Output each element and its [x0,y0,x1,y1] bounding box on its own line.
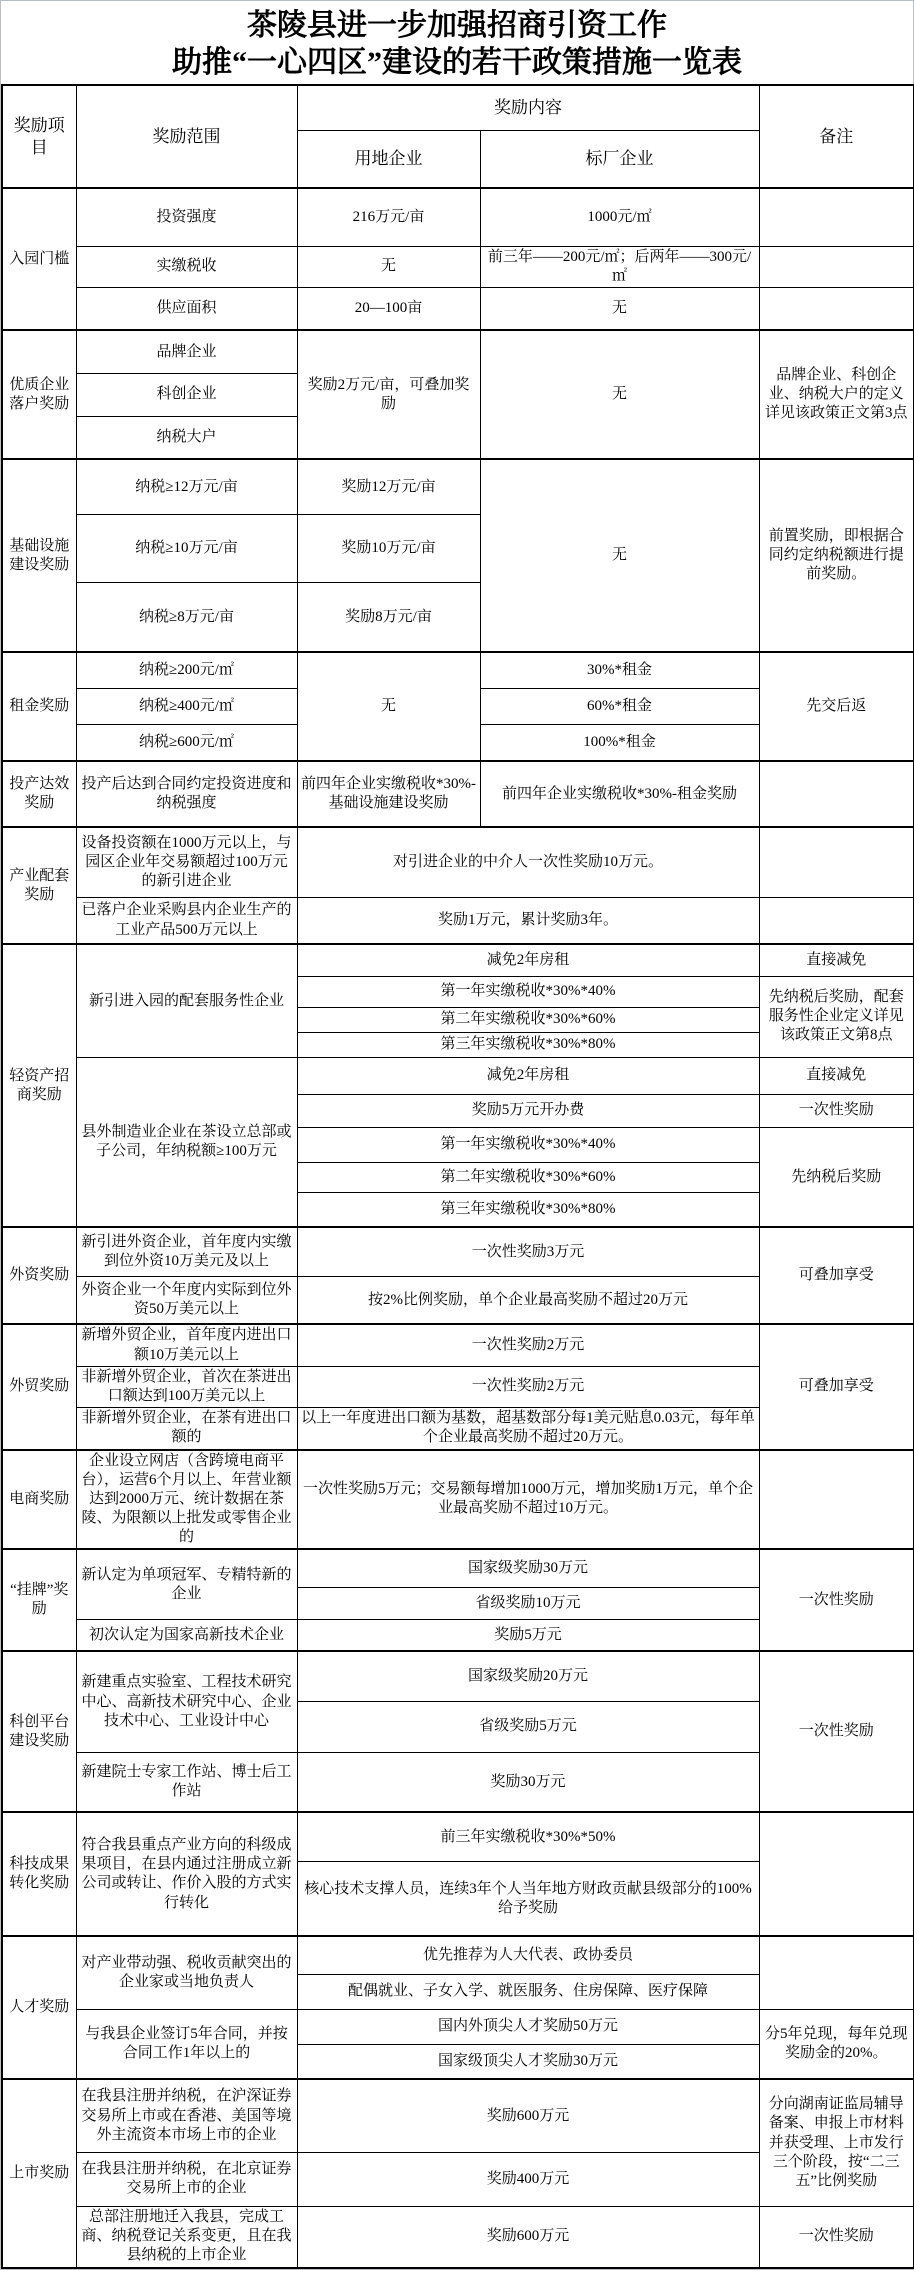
header-land: 用地企业 [297,130,480,188]
cell-scope: 在我县注册并纳税，在北京证券交易所上市的企业 [76,2152,297,2206]
cell-content: 前三年实缴税收*30%*50% [297,1812,759,1861]
cell-project: 租金奖励 [2,652,76,761]
cell-remark [759,188,914,246]
cell-content: 奖励600万元 [297,2079,759,2152]
cell-scope: 县外制造业企业在茶设立总部或子公司，年纳税额≥100万元 [76,1057,297,1227]
cell-scope: 纳税大户 [76,416,297,459]
table-row [2,2206,914,2267]
cell-scope: 符合我县重点产业方向的科级成果项目，在县内通过注册成立新公司或转让、作价入股的方式实行转化 [76,1812,297,1936]
cell-content: 国家级奖励30万元 [297,1549,759,1587]
cell-content: 一次性奖励3万元 [297,1227,759,1276]
cell-project: 产业配套奖励 [2,827,76,944]
title-line-1: 茶陵县进一步加强招商引资工作 [247,9,667,42]
cell-scope: 初次认定为国家高新技术企业 [76,1619,297,1651]
cell-scope: 科创企业 [76,373,297,416]
table-row [2,1324,914,1366]
cell-remark: 一次性奖励 [759,1094,914,1127]
table-row [2,188,914,246]
cell-project: 人才奖励 [2,1936,76,2079]
cell-content: 一次性奖励2万元 [297,1324,759,1366]
table-header-row [2,85,914,130]
cell-project: 投产达效奖励 [2,761,76,827]
cell-factory: 30%*租金 [480,652,759,688]
cell-scope: 已落户企业采购县内企业生产的工业产品500万元以上 [76,897,297,944]
table-row [2,1936,914,1974]
cell-remark [759,1812,914,1936]
cell-land: 奖励2万元/亩，可叠加奖励 [297,330,480,459]
cell-scope: 纳税≥10万元/亩 [76,514,297,582]
cell-content: 对引进企业的中介人一次性奖励10万元。 [297,827,759,897]
cell-factory: 无 [480,287,759,330]
cell-remark: 分向湖南证监局辅导备案、申报上市材料并获受理、上市发行三个阶段，按“二三五”比例奖励 [759,2079,914,2206]
cell-content: 国内外顶尖人才奖励50万元 [297,2009,759,2044]
cell-remark [759,827,914,897]
cell-content: 奖励5万元开办费 [297,1094,759,1127]
cell-scope: 外资企业一个年度内实际到位外资50万美元以上 [76,1276,297,1324]
cell-land: 奖励8万元/亩 [297,582,480,652]
header-project: 奖励项目 [2,85,76,188]
table-row [2,1812,914,1861]
cell-content: 一次性奖励2万元 [297,1366,759,1407]
cell-content: 奖励600万元 [297,2206,759,2267]
page-title [1,1,913,84]
cell-project: “挂牌”奖励 [2,1549,76,1651]
cell-scope: 新认定为单项冠军、专精特新的企业 [76,1549,297,1619]
cell-project: 上市奖励 [2,2079,76,2267]
cell-project: 外贸奖励 [2,1324,76,1449]
cell-content: 国家级顶尖人才奖励30万元 [297,2044,759,2079]
cell-land: 20—100亩 [297,287,480,330]
cell-project: 电商奖励 [2,1450,76,1550]
cell-content: 第三年实缴税收*30%*80% [297,1032,759,1057]
cell-factory: 1000元/㎡ [480,188,759,246]
cell-project: 入园门槛 [2,188,76,330]
cell-content: 减免2年房租 [297,1057,759,1094]
cell-content: 奖励400万元 [297,2152,759,2206]
table-row [2,287,914,330]
cell-land: 前四年企业实缴税收*30%-基础设施建设奖励 [297,761,480,827]
cell-content: 优先推荐为人大代表、政协委员 [297,1936,759,1974]
cell-scope: 新引进入园的配套服务性企业 [76,944,297,1057]
cell-remark: 品牌企业、科创企业、纳税大户的定义详见该政策正文第3点 [759,330,914,459]
cell-content: 第二年实缴税收*30%*60% [297,1007,759,1032]
cell-remark: 先纳税后奖励，配套服务性企业定义详见该政策正文第8点 [759,976,914,1057]
cell-content: 奖励5万元 [297,1619,759,1651]
cell-scope: 在我县注册并纳税，在沪深证券交易所上市或在香港、美国等境外主流资本市场上市的企业 [76,2079,297,2152]
cell-content: 第一年实缴税收*30%*40% [297,1127,759,1162]
table-row [2,944,914,976]
cell-scope: 新建重点实验室、工程技术研究中心、高新技术研究中心、企业技术中心、工业设计中心 [76,1651,297,1752]
table-row [2,2009,914,2044]
cell-scope: 新建院士专家工作站、博士后工作站 [76,1752,297,1812]
policy-table [1,84,914,2269]
cell-content: 奖励1万元，累计奖励3年。 [297,897,759,944]
cell-scope: 与我县企业签订5年合同，并按合同工作1年以上的 [76,2009,297,2079]
table-row [2,1450,914,1550]
cell-land: 无 [297,652,480,761]
cell-scope: 新引进外资企业，首年度内实缴到位外资10万美元及以上 [76,1227,297,1276]
cell-remark [759,246,914,287]
cell-remark [759,1450,914,1550]
cell-content: 省级奖励5万元 [297,1701,759,1752]
cell-remark: 可叠加享受 [759,1227,914,1324]
cell-content: 核心技术支撑人员，连续3年个人当年地方财政贡献县级部分的100%给予奖励 [297,1861,759,1936]
cell-remark [759,1936,914,2009]
cell-scope: 非新增外贸企业，首次在茶进出口额达到100万美元以上 [76,1366,297,1407]
cell-scope: 非新增外贸企业，在茶有进出口额的 [76,1408,297,1450]
cell-scope: 新增外贸企业，首年度内进出口额10万美元以上 [76,1324,297,1366]
cell-content: 省级奖励10万元 [297,1587,759,1619]
header-scope: 奖励范围 [76,85,297,188]
cell-remark: 直接减免 [759,944,914,976]
cell-scope: 纳税≥200元/㎡ [76,652,297,688]
cell-remark: 先纳税后奖励 [759,1127,914,1227]
cell-remark [759,761,914,827]
cell-scope: 纳税≥12万元/亩 [76,459,297,514]
cell-scope: 纳税≥600元/㎡ [76,724,297,761]
cell-scope: 投产后达到合同约定投资进度和纳税强度 [76,761,297,827]
cell-remark [759,897,914,944]
cell-project: 外资奖励 [2,1227,76,1324]
cell-land: 奖励10万元/亩 [297,514,480,582]
table-row [2,2079,914,2152]
cell-scope: 企业设立网店（含跨境电商平台），运营6个月以上、年营业额达到2000万元、统计数据在茶陵、为限额以上批发或零售企业的 [76,1450,297,1550]
cell-project: 轻资产招商奖励 [2,944,76,1227]
cell-content: 按2%比例奖励，单个企业最高奖励不超过20万元 [297,1276,759,1324]
cell-content: 配偶就业、子女入学、就医服务、住房保障、医疗保障 [297,1974,759,2009]
cell-content: 第二年实缴税收*30%*60% [297,1162,759,1192]
cell-scope: 设备投资额在1000万元以上，与园区企业年交易额超过100万元的新引进企业 [76,827,297,897]
cell-remark: 先交后返 [759,652,914,761]
cell-project: 优质企业落户奖励 [2,330,76,459]
cell-factory: 无 [480,459,759,652]
table-row [2,459,914,514]
header-content: 奖励内容 [297,85,759,130]
title-line-2: 助推“一心四区”建设的若干政策措施一览表 [172,46,742,79]
header-remark: 备注 [759,85,914,188]
cell-remark: 可叠加享受 [759,1324,914,1449]
cell-content: 国家级奖励20万元 [297,1651,759,1701]
cell-content: 奖励30万元 [297,1752,759,1812]
table-row [2,1549,914,1587]
cell-factory: 前三年——200元/㎡；后两年——300元/㎡ [480,246,759,287]
cell-remark [759,287,914,330]
cell-factory: 60%*租金 [480,688,759,724]
table-row [2,1227,914,1276]
table-row [2,1651,914,1701]
cell-scope: 纳税≥400元/㎡ [76,688,297,724]
table-row [2,330,914,373]
cell-scope: 供应面积 [76,287,297,330]
cell-factory: 前四年企业实缴税收*30%-租金奖励 [480,761,759,827]
cell-scope: 总部注册地迁入我县，完成工商、纳税登记关系变更，且在我县纳税的上市企业 [76,2206,297,2267]
table-row [2,1057,914,1094]
cell-remark: 一次性奖励 [759,1549,914,1651]
cell-factory: 无 [480,330,759,459]
cell-project: 科创平台建设奖励 [2,1651,76,1812]
cell-remark: 分5年兑现，每年兑现奖励金的20%。 [759,2009,914,2079]
cell-content: 第三年实缴税收*30%*80% [297,1192,759,1227]
cell-factory: 100%*租金 [480,724,759,761]
cell-content: 减免2年房租 [297,944,759,976]
cell-content: 以上一年度进出口额为基数，超基数部分每1美元贴息0.03元，每年单个企业最高奖励不超过20万元。 [297,1408,759,1450]
table-row [2,246,914,287]
cell-scope: 投资强度 [76,188,297,246]
cell-scope: 品牌企业 [76,330,297,373]
cell-land: 奖励12万元/亩 [297,459,480,514]
table-row [2,761,914,827]
table-row [2,897,914,944]
cell-remark: 直接减免 [759,1057,914,1094]
table-row [2,827,914,897]
cell-remark: 一次性奖励 [759,2206,914,2267]
cell-land: 无 [297,246,480,287]
cell-content: 一次性奖励5万元；交易额每增加1000万元，增加奖励1万元，单个企业最高奖励不超过10万元。 [297,1450,759,1550]
cell-content: 第一年实缴税收*30%*40% [297,976,759,1007]
cell-scope: 纳税≥8万元/亩 [76,582,297,652]
table-row [2,652,914,688]
cell-remark: 前置奖励，即根据合同约定纳税额进行提前奖励。 [759,459,914,652]
cell-project: 科技成果转化奖励 [2,1812,76,1936]
cell-land: 216万元/亩 [297,188,480,246]
header-factory: 标厂企业 [480,130,759,188]
cell-remark: 一次性奖励 [759,1651,914,1812]
cell-scope: 实缴税收 [76,246,297,287]
cell-project: 基础设施建设奖励 [2,459,76,652]
cell-scope: 对产业带动强、税收贡献突出的企业家或当地负责人 [76,1936,297,2009]
